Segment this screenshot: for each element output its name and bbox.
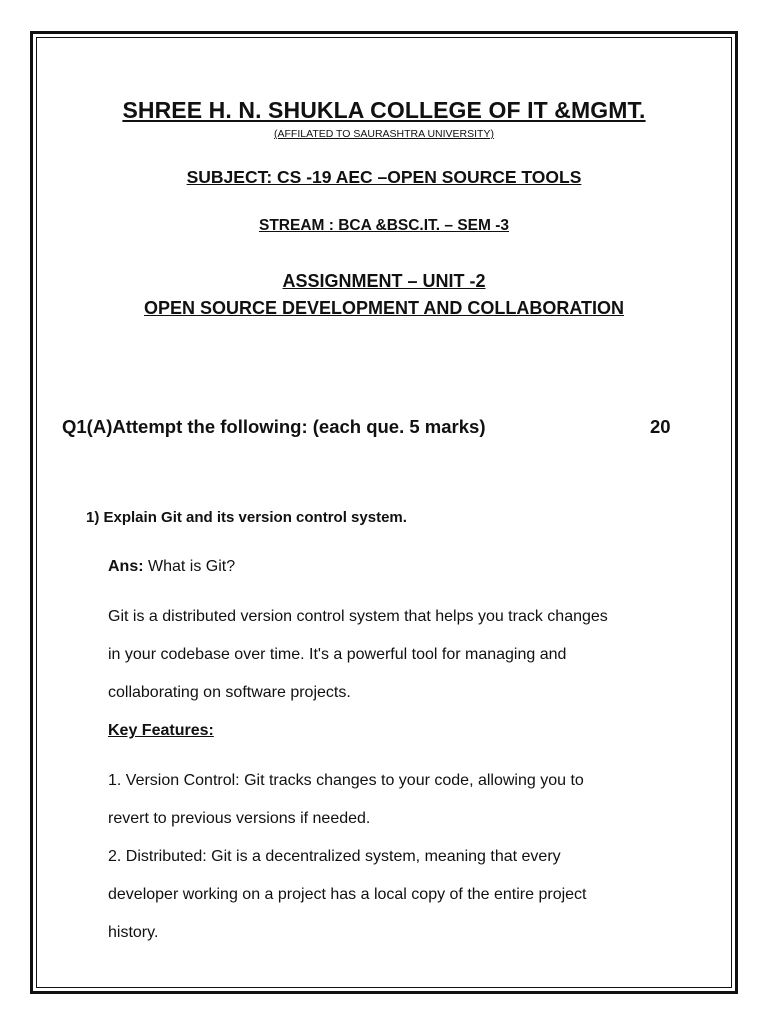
subject-title: SUBJECT: CS -19 AEC –OPEN SOURCE TOOLS [186, 167, 582, 187]
feature-line: developer working on a project has a local copy of the entire project [108, 886, 587, 903]
answer-text: What is Git? [143, 558, 236, 575]
paragraph-line: Git is a distributed version control system that helps you track changes [108, 608, 608, 625]
feature-line: 2. Distributed: Git is a decentralized system, meaning that every [108, 848, 561, 865]
answer-label: Ans: [108, 558, 144, 575]
question-1-text: 1) Explain Git and its version control system. [86, 509, 407, 526]
college-name: SHREE H. N. SHUKLA COLLEGE OF IT &MGMT. [122, 97, 646, 123]
stream-title: STREAM : BCA &BSC.IT. – SEM -3 [258, 217, 510, 234]
paragraph-line: collaborating on software projects. [108, 684, 351, 701]
answer-line [108, 558, 235, 576]
assignment-title: ASSIGNMENT – UNIT -2 [282, 271, 486, 291]
feature-line: revert to previous versions if needed. [108, 810, 371, 827]
question-section-marks: 20 [650, 416, 671, 437]
feature-line: 1. Version Control: Git tracks changes to your code, allowing you to [108, 772, 584, 789]
unit-title: OPEN SOURCE DEVELOPMENT AND COLLABORATION [143, 298, 624, 318]
key-features-heading: Key Features: [108, 722, 214, 739]
question-section-heading: Q1(A)Attempt the following: (each que. 5 marks) [62, 416, 486, 437]
paragraph-line: in your codebase over time. It's a powerful tool for managing and [108, 646, 567, 663]
feature-line: history. [108, 924, 159, 941]
affiliation-note: (AFFILATED TO SAURASHTRA UNIVERSITY) [274, 128, 494, 140]
